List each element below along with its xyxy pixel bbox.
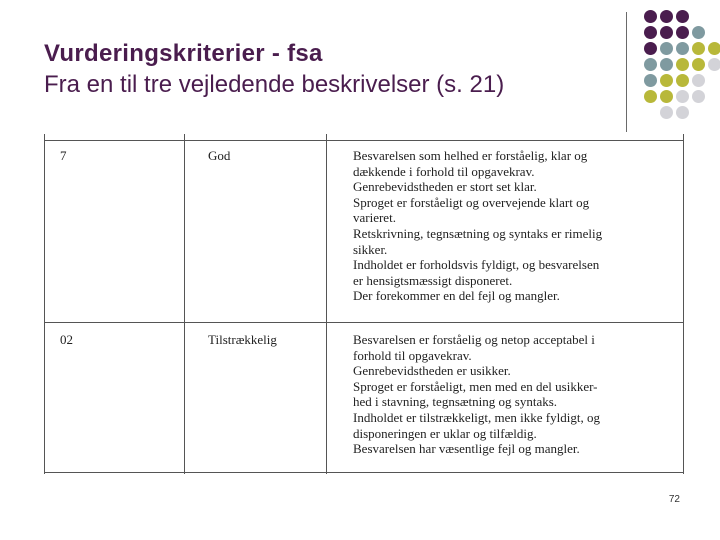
description-line: Besvarelsen er forståelig og netop acceptabel i (353, 332, 595, 347)
decorative-dot (676, 90, 689, 103)
decorative-dot (660, 58, 673, 71)
description-line: hed i stavning, tegnsætning og syntaks. (353, 394, 558, 410)
description-line: er hensigtsmæssigt disponeret. (353, 272, 513, 288)
table-row-divider (44, 322, 684, 323)
description-line: forhold til opgavekrav. (353, 347, 472, 363)
decorative-dot (660, 106, 673, 119)
decorative-dot (708, 58, 720, 71)
decorative-dot (676, 74, 689, 87)
grade-label-cell: Tilstrækkelig (208, 332, 277, 347)
decorative-dot (676, 58, 689, 71)
decorative-dot (676, 10, 689, 23)
decorative-dot (660, 42, 673, 55)
table-top-border (44, 140, 684, 141)
description-line: Besvarelsen som helhed er forståelig, klar og (353, 148, 588, 163)
grade-cell: 7 (60, 148, 67, 163)
grading-criteria-table (44, 134, 684, 474)
table-column-divider (326, 134, 327, 474)
description-line: Sproget er forståeligt, men med en del usikker- (353, 378, 598, 394)
decorative-dot (692, 42, 705, 55)
description-line: Der forekommer en del fejl og mangler. (353, 288, 560, 304)
decorative-dot (660, 10, 673, 23)
decorative-dot (676, 26, 689, 39)
slide-subtitle: Fra en til tre vejledende beskrivelser (s. 21) (44, 71, 505, 98)
description-line: varieret. (353, 210, 396, 226)
description-line: Sproget er forståeligt og overvejende klart og (353, 194, 590, 210)
decorative-dot (644, 10, 657, 23)
decorative-dot (644, 42, 657, 55)
decorative-dot (692, 74, 705, 87)
table-column-divider (184, 134, 185, 474)
decorative-dot (692, 90, 705, 103)
grade-cell: 02 (60, 332, 73, 347)
description-line: Genrebevidstheden er stort set klar. (353, 179, 537, 195)
decorative-dot (644, 74, 657, 87)
slide-title (44, 40, 604, 100)
decorative-dot (660, 26, 673, 39)
table-right-border (683, 134, 684, 474)
decorative-dot (692, 58, 705, 71)
decorative-dot (660, 74, 673, 87)
decorative-dot (676, 42, 689, 55)
decorative-dot (644, 58, 657, 71)
decorative-dot (676, 106, 689, 119)
grade-description-cell (353, 332, 600, 457)
description-line: Indholdet er tilstrækkeligt, men ikke fyldigt, og (353, 409, 600, 425)
grade-description-cell (353, 148, 602, 304)
table-bottom-border (44, 472, 684, 473)
grade-label-cell: God (208, 148, 231, 163)
decorative-dot (692, 26, 705, 39)
description-line: sikker. (353, 241, 388, 257)
decorative-dot (660, 90, 673, 103)
decorative-divider (626, 12, 627, 132)
description-line: disponeringen er uklar og tilfældig. (353, 425, 537, 441)
description-line: Genrebevidstheden er usikker. (353, 363, 511, 379)
description-line: dækkende i forhold til opgavekrav. (353, 163, 535, 179)
slide-title-heading: Vurderingskriterier - fsa (44, 40, 323, 67)
description-line: Besvarelsen har væsentlige fejl og mangler. (353, 441, 580, 457)
description-line: Retskrivning, tegnsætning og syntaks er rimelig (353, 225, 603, 241)
description-line: Indholdet er forholdsvis fyldigt, og besvarelsen (353, 257, 600, 273)
decorative-dot (708, 42, 720, 55)
table-left-border (44, 134, 45, 474)
decorative-dot (644, 90, 657, 103)
page-number: 72 (668, 494, 680, 505)
decorative-dot (644, 26, 657, 39)
